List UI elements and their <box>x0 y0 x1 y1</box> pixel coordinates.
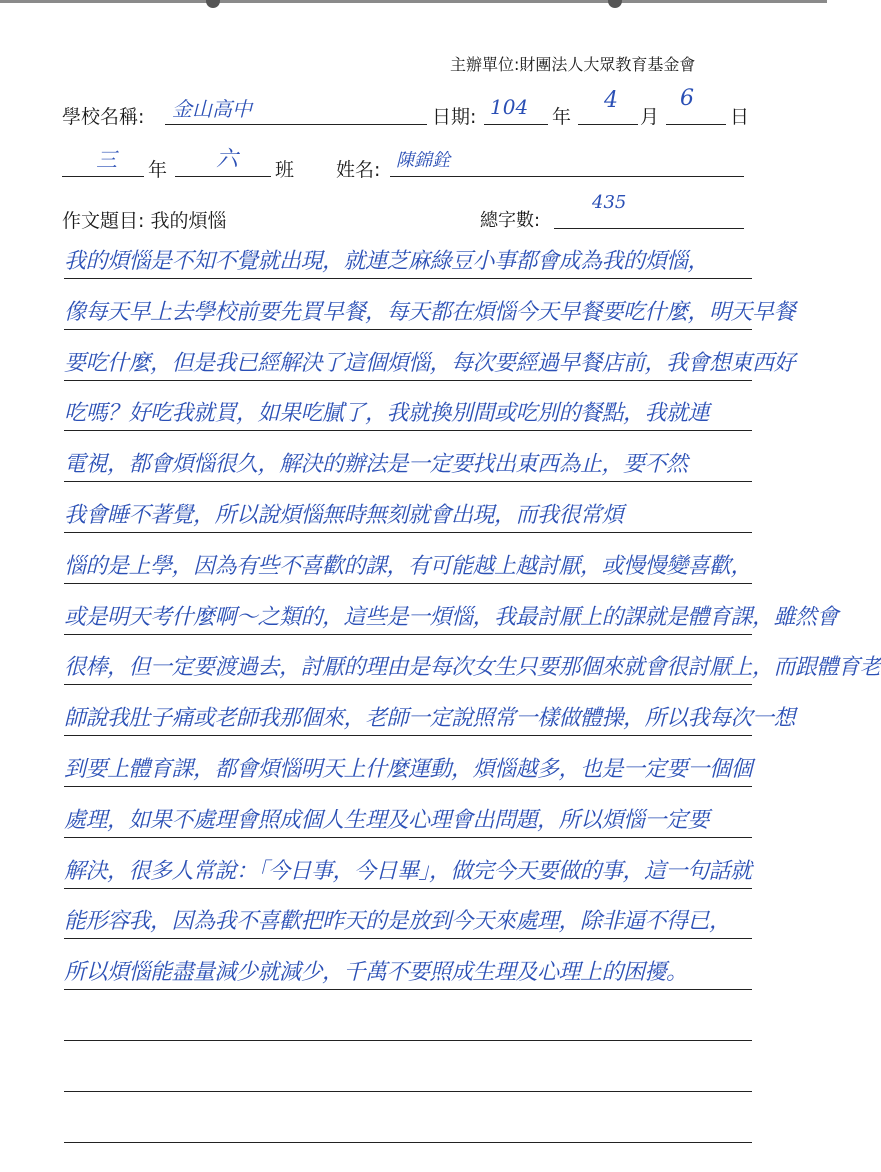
date-day-underline <box>666 124 726 125</box>
essay-ruled-line <box>64 1091 752 1092</box>
page-top-edge <box>0 0 827 3</box>
class-label: 班 <box>275 159 295 181</box>
essay-line-text: 我會睡不著覺，所以說煩惱無時無刻就會出現，而我很常煩 <box>64 503 624 528</box>
essay-line-text: 惱的是上學，因為有些不喜歡的課，有可能越上越討厭，或慢慢變喜歡， <box>64 554 753 579</box>
school-name-value: 金山高中 <box>172 97 252 121</box>
essay-line-text: 到要上體育課，都會煩惱明天上什麼運動，煩惱越多，也是一定要一個個 <box>64 757 753 782</box>
essay-ruled-line <box>64 634 752 635</box>
word-count-value: 435 <box>592 192 627 213</box>
year-label: 年 <box>552 106 572 128</box>
essay-ruled-line <box>64 481 752 482</box>
essay-ruled-line <box>64 938 752 939</box>
class-value: 六 <box>216 147 239 172</box>
essay-ruled-line <box>64 888 752 889</box>
day-label: 日 <box>730 106 750 128</box>
essay-ruled-line <box>64 1142 752 1143</box>
word-count-underline <box>554 228 744 229</box>
date-day-value: 6 <box>680 86 694 111</box>
essay-line-text: 解決，很多人常說：「今日事，今日畢」，做完今天要做的事，這一句話就 <box>64 859 752 884</box>
essay-line-text: 所以煩惱能盡量減少就減少，千萬不要照成生理及心理上的困擾。 <box>64 960 688 985</box>
essay-ruled-line <box>64 735 752 736</box>
date-month-value: 4 <box>604 88 618 113</box>
essay-line-text: 師說我肚子痛或老師我那個來，老師一定說照常一樣做體操，所以我每次一想 <box>64 706 796 731</box>
student-name-underline <box>390 176 744 177</box>
grade-label: 年 <box>148 159 168 181</box>
essay-line-text: 電視，都會煩惱很久，解決的辦法是一定要找出東西為止，要不然 <box>64 452 688 477</box>
essay-line-text: 吃嗎？好吃我就買，如果吃膩了，我就換別間或吃別的餐點，我就連 <box>64 401 710 426</box>
month-label: 月 <box>640 106 660 128</box>
essay-ruled-line <box>64 583 752 584</box>
essay-line-text: 能形容我，因為我不喜歡把昨天的是放到今天來處理，除非逼不得已， <box>64 909 731 934</box>
school-name-label: 學校名稱: <box>62 106 145 128</box>
school-name-underline <box>165 124 427 125</box>
essay-ruled-line <box>64 786 752 787</box>
word-count-label: 總字數: <box>480 210 541 231</box>
essay-ruled-line <box>64 684 752 685</box>
date-month-underline <box>578 124 638 125</box>
essay-ruled-line <box>64 278 752 279</box>
essay-ruled-line <box>64 989 752 990</box>
essay-ruled-line <box>64 380 752 381</box>
essay-ruled-line <box>64 1040 752 1041</box>
date-label: 日期: <box>432 106 477 128</box>
essay-topic: 作文題目: 我的煩惱 <box>62 210 227 232</box>
essay-line-text: 處理，如果不處理會照成個人生理及心理會出問題，所以煩惱一定要 <box>64 808 710 833</box>
essay-line-text: 或是明天考什麼啊～之類的，這些是一煩惱，我最討厭上的課就是體育課，雖然會 <box>64 605 839 630</box>
date-year-underline <box>484 124 548 125</box>
binder-hole-right <box>608 0 622 8</box>
grade-value: 三 <box>96 148 121 172</box>
grade-underline <box>62 176 144 177</box>
class-underline <box>175 176 271 177</box>
essay-line-text: 像每天早上去學校前要先買早餐，每天都在煩惱今天早餐要吃什麼，明天早餐 <box>64 300 796 325</box>
student-name-value: 陳錦銓 <box>396 150 450 171</box>
essay-ruled-line <box>64 837 752 838</box>
essay-ruled-line <box>64 430 752 431</box>
essay-line-text: 很棒，但一定要渡過去，討厭的理由是每次女生只要那個來就會很討厭上，而跟體育老 <box>64 655 881 680</box>
essay-ruled-line <box>64 532 752 533</box>
essay-line-text: 要吃什麼，但是我已經解決了這個煩惱，每次要經過早餐店前，我會想東西好 <box>64 351 796 376</box>
binder-hole-left <box>206 0 220 8</box>
student-name-label: 姓名: <box>336 159 381 181</box>
essay-line-text: 我的煩惱是不知不覺就出現，就連芝麻綠豆小事都會成為我的煩惱， <box>64 249 710 274</box>
organizer-label: 主辦單位:財團法人大眾教育基金會 <box>450 55 696 74</box>
date-year-value: 104 <box>490 95 529 119</box>
essay-ruled-line <box>64 329 752 330</box>
